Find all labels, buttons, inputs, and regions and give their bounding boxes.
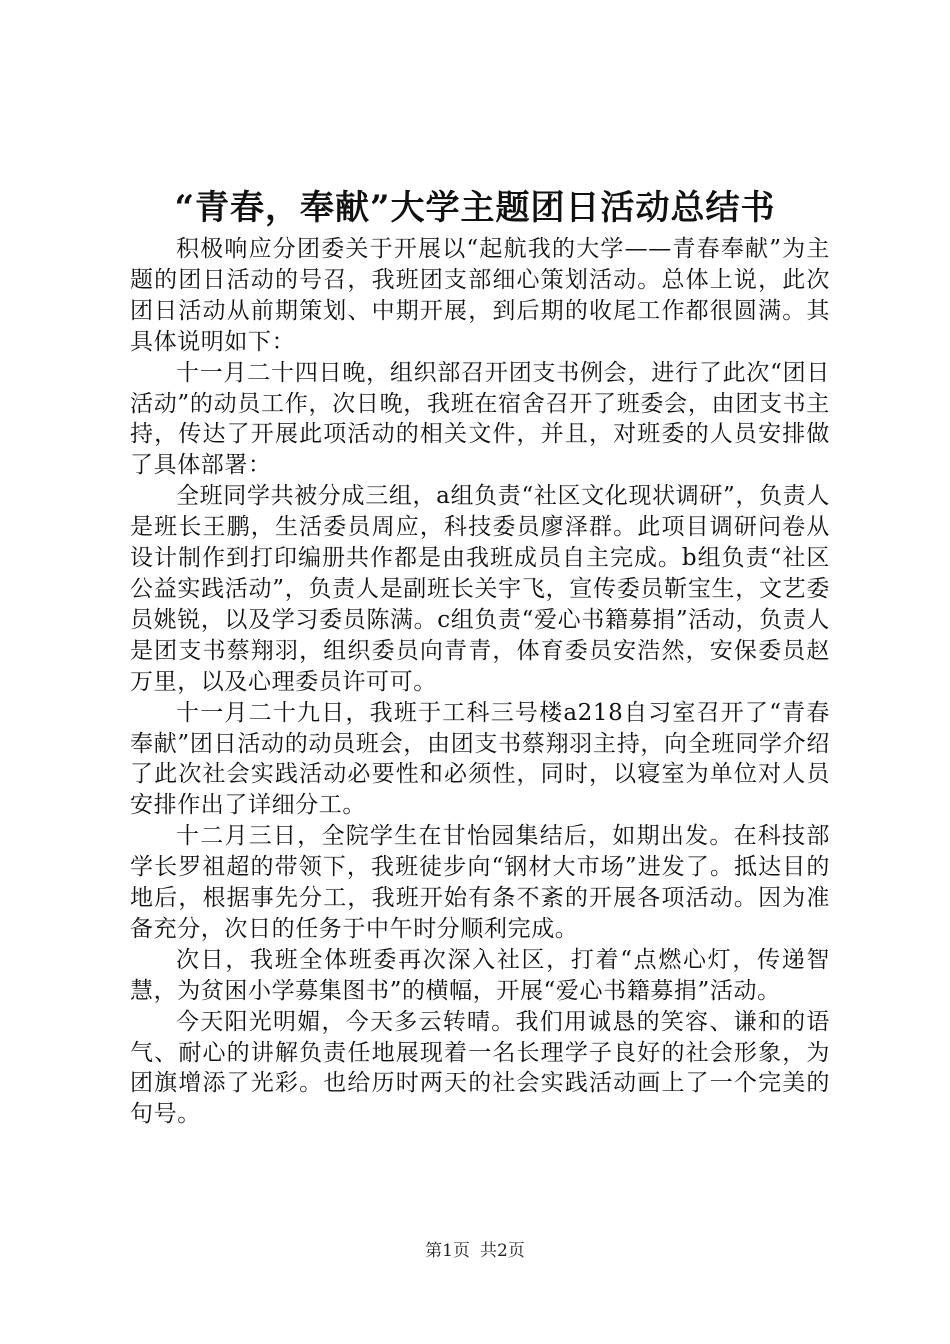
page-total: 共2页 [480,1241,525,1261]
page-number: 第1页 [425,1241,470,1261]
paragraph-conclusion: 今天阳光明媚，今天多云转晴。我们用诚恳的笑容、谦和的语气、耐心的讲解负责任地展现着一名长理学子良好的社会形象，为团旗增添了光彩。也给历时两天的社会实践活动画上了一个完美的句号。 [130,1008,830,1128]
paragraph-departure: 十二月三日，全院学生在甘怡园集结后，如期出发。在科技部学长罗祖超的带领下，我班徒步向“钢材大市场”进发了。抵达目的地后，根据事先分工，我班开始有条不紊的开展各项活动。因为准备充分，次日的任务于中午时分顺利完成。 [130,823,830,942]
document-body [130,234,830,1130]
document-title: “青春，奉献”大学主题团日活动总结书 [174,188,776,228]
paragraph-class-meeting: 十一月二十九日，我班于工科三号楼a218自习室召开了“青春奉献”团日活动的动员班会，由团支书蔡翔羽主持，向全班同学介绍了此次社会实践活动必要性和必须性，同时，以寝室为单位对人员安排作出了详细分工。 [130,699,830,819]
paragraph-groups: 全班同学共被分成三组，a组负责“社区文化现状调研”，负责人是班长王鹏，生活委员周应，科技委员廖泽群。此项目调研问卷从设计制作到打印编册共作都是由我班成员自主完成。b组负责“社区公益实践活动”，负责人是副班长关宇飞，宣传委员靳宝生，文艺委员姚锐，以及学习委员陈满。c组负责“爱心书籍募捐”活动，负责人是团支书蔡翔羽，组织委员向青青，体育委员安浩然，安保委员赵万里，以及心理委员许可可。 [130,483,830,695]
paragraph-meeting: 十一月二十四日晚，组织部召开团支书例会，进行了此次“团日活动”的动员工作，次日晚，我班在宿舍召开了班委会，由团支书主持，传达了开展此项活动的相关文件，并且，对班委的人员安排做了具体部署： [130,359,830,479]
page-footer [0,1239,950,1263]
paragraph-intro: 积极响应分团委关于开展以“起航我的大学——青春奉献”为主题的团日活动的号召，我班团支部细心策划活动。总体上说，此次团日活动从前期策划、中期开展，到后期的收尾工作都很圆满。其具体说明如下： [130,236,830,355]
paragraph-next-day: 次日，我班全体班委再次深入社区，打着“点燃心灯，传递智慧，为贫困小学募集图书”的横幅，开展“爱心书籍募捐”活动。 [130,946,830,1004]
